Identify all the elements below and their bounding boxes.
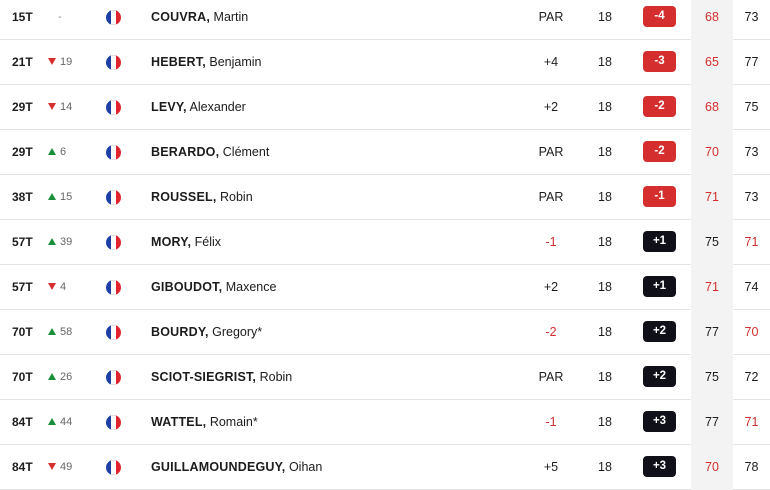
player-row[interactable] xyxy=(0,130,770,175)
position: 84T xyxy=(12,415,33,429)
today-score-badge: -3 xyxy=(643,51,676,72)
player-row[interactable] xyxy=(0,220,770,265)
arrow-up-icon xyxy=(48,328,56,335)
round-1-score: 70 xyxy=(691,130,733,175)
round-2-score: 70 xyxy=(744,325,759,339)
position-movement xyxy=(48,85,90,130)
france-flag-icon xyxy=(106,55,121,70)
movement-value: 26 xyxy=(60,371,73,383)
today-score-badge: -2 xyxy=(643,96,676,117)
round-1-score: 68 xyxy=(691,0,733,40)
position-movement xyxy=(48,265,90,310)
player-row[interactable] xyxy=(0,310,770,355)
position: 29T xyxy=(12,100,33,114)
arrow-up-icon xyxy=(48,193,56,200)
position: 21T xyxy=(12,55,33,69)
player-first-name: Maxence xyxy=(225,280,277,294)
player-last-name: BOURDY, xyxy=(151,325,209,339)
position-movement xyxy=(48,0,100,40)
total-to-par: +2 xyxy=(543,280,559,294)
movement-value: 4 xyxy=(60,281,67,293)
movement-value: 44 xyxy=(60,416,73,428)
player-row[interactable] xyxy=(0,445,770,490)
today-score-badge: +1 xyxy=(643,276,676,297)
position: 57T xyxy=(12,235,33,249)
holes-thru: 18 xyxy=(598,190,612,204)
player-name[interactable] xyxy=(151,175,253,220)
france-flag-icon xyxy=(106,460,121,475)
holes-thru: 18 xyxy=(598,55,612,69)
total-to-par: PAR xyxy=(538,145,564,159)
player-name[interactable] xyxy=(151,265,276,310)
player-last-name: BERARDO, xyxy=(151,145,220,159)
player-first-name: Robin xyxy=(259,370,293,384)
today-score-badge: +1 xyxy=(643,231,676,252)
player-first-name: Robin xyxy=(219,190,253,204)
position-movement xyxy=(48,355,90,400)
player-first-name: Romain* xyxy=(209,415,258,429)
position-movement xyxy=(48,40,90,85)
player-name[interactable] xyxy=(151,445,322,490)
player-last-name: MORY, xyxy=(151,235,192,249)
round-2-score: 73 xyxy=(744,145,759,159)
player-last-name: ROUSSEL, xyxy=(151,190,217,204)
holes-thru: 18 xyxy=(598,145,612,159)
france-flag-icon xyxy=(106,145,121,160)
holes-thru: 18 xyxy=(598,460,612,474)
today-score-badge: +2 xyxy=(643,321,676,342)
round-1-score: 71 xyxy=(691,175,733,220)
round-1-score: 77 xyxy=(691,400,733,445)
movement-value: 6 xyxy=(60,146,67,158)
round-2-score: 71 xyxy=(744,235,759,249)
player-row[interactable] xyxy=(0,355,770,400)
france-flag-icon xyxy=(106,235,121,250)
position: 57T xyxy=(12,280,33,294)
position-movement xyxy=(48,130,90,175)
player-row[interactable] xyxy=(0,265,770,310)
player-last-name: HEBERT, xyxy=(151,55,206,69)
player-first-name: Félix xyxy=(194,235,222,249)
holes-thru: 18 xyxy=(598,235,612,249)
today-score-badge: +2 xyxy=(643,366,676,387)
france-flag-icon xyxy=(106,190,121,205)
round-2-score: 73 xyxy=(744,10,759,24)
holes-thru: 18 xyxy=(598,280,612,294)
arrow-down-icon xyxy=(48,103,56,110)
movement-value: 58 xyxy=(60,326,73,338)
round-1-score: 75 xyxy=(691,355,733,400)
movement-value: 15 xyxy=(60,191,73,203)
round-2-score: 72 xyxy=(744,370,759,384)
player-row[interactable] xyxy=(0,175,770,220)
position: 38T xyxy=(12,190,33,204)
player-name[interactable] xyxy=(151,400,258,445)
today-score-badge: -4 xyxy=(643,6,676,27)
holes-thru: 18 xyxy=(598,10,612,24)
france-flag-icon xyxy=(106,100,121,115)
total-to-par: PAR xyxy=(538,10,564,24)
player-first-name: Alexander xyxy=(189,100,246,114)
round-2-score: 73 xyxy=(744,190,759,204)
player-last-name: WATTEL, xyxy=(151,415,207,429)
player-row[interactable] xyxy=(0,40,770,85)
france-flag-icon xyxy=(106,280,121,295)
movement-value: 39 xyxy=(60,236,73,248)
total-to-par: -1 xyxy=(545,415,557,429)
movement-value: 14 xyxy=(60,101,73,113)
position-movement xyxy=(48,400,90,445)
arrow-down-icon xyxy=(48,463,56,470)
position: 29T xyxy=(12,145,33,159)
player-name[interactable] xyxy=(151,85,246,130)
arrow-down-icon xyxy=(48,283,56,290)
player-name[interactable] xyxy=(151,40,262,85)
holes-thru: 18 xyxy=(598,100,612,114)
position: 84T xyxy=(12,460,33,474)
france-flag-icon xyxy=(106,370,121,385)
round-1-score: 68 xyxy=(691,85,733,130)
round-2-score: 74 xyxy=(744,280,759,294)
player-row[interactable] xyxy=(0,400,770,445)
round-2-score: 75 xyxy=(744,100,759,114)
player-last-name: GIBOUDOT, xyxy=(151,280,223,294)
round-1-score: 75 xyxy=(691,220,733,265)
position-movement xyxy=(48,220,90,265)
total-to-par: +5 xyxy=(543,460,559,474)
france-flag-icon xyxy=(106,325,121,340)
player-name[interactable] xyxy=(151,220,221,265)
holes-thru: 18 xyxy=(598,325,612,339)
arrow-up-icon xyxy=(48,238,56,245)
total-to-par: +2 xyxy=(543,100,559,114)
round-2-score: 71 xyxy=(744,415,759,429)
player-last-name: GUILLAMOUNDEGUY, xyxy=(151,460,286,474)
player-first-name: Martin xyxy=(213,10,249,24)
player-name[interactable] xyxy=(151,0,248,40)
today-score-badge: +3 xyxy=(643,411,676,432)
today-score-badge: +3 xyxy=(643,456,676,477)
player-first-name: Gregory* xyxy=(212,325,263,339)
player-first-name: Benjamin xyxy=(209,55,262,69)
player-first-name: Clément xyxy=(222,145,270,159)
total-to-par: PAR xyxy=(538,370,564,384)
player-last-name: LEVY, xyxy=(151,100,187,114)
round-2-score: 77 xyxy=(744,55,759,69)
player-last-name: COUVRA, xyxy=(151,10,211,24)
france-flag-icon xyxy=(106,415,121,430)
round-1-score: 70 xyxy=(691,445,733,490)
total-to-par: +4 xyxy=(543,55,559,69)
arrow-up-icon xyxy=(48,373,56,380)
round-1-score: 77 xyxy=(691,310,733,355)
player-name[interactable] xyxy=(151,355,292,400)
movement-value: - xyxy=(58,11,62,23)
movement-value: 19 xyxy=(60,56,73,68)
player-row[interactable] xyxy=(0,85,770,130)
round-1-score: 65 xyxy=(691,40,733,85)
round-1-score: 71 xyxy=(691,265,733,310)
france-flag-icon xyxy=(106,10,121,25)
arrow-up-icon xyxy=(48,418,56,425)
today-score-badge: -2 xyxy=(643,141,676,162)
position: 70T xyxy=(12,325,33,339)
player-name[interactable] xyxy=(151,130,269,175)
player-row[interactable] xyxy=(0,0,770,40)
holes-thru: 18 xyxy=(598,415,612,429)
player-last-name: SCIOT-SIEGRIST, xyxy=(151,370,257,384)
holes-thru: 18 xyxy=(598,370,612,384)
position-movement xyxy=(48,445,90,490)
movement-value: 49 xyxy=(60,461,73,473)
arrow-up-icon xyxy=(48,148,56,155)
round-2-score: 78 xyxy=(744,460,759,474)
arrow-down-icon xyxy=(48,58,56,65)
today-score-badge: -1 xyxy=(643,186,676,207)
position: 70T xyxy=(12,370,33,384)
player-first-name: Oihan xyxy=(288,460,323,474)
position-movement xyxy=(48,310,90,355)
position-movement xyxy=(48,175,90,220)
position: 15T xyxy=(12,10,33,24)
total-to-par: -2 xyxy=(545,325,557,339)
player-name[interactable] xyxy=(151,310,262,355)
total-to-par: -1 xyxy=(545,235,557,249)
total-to-par: PAR xyxy=(538,190,564,204)
